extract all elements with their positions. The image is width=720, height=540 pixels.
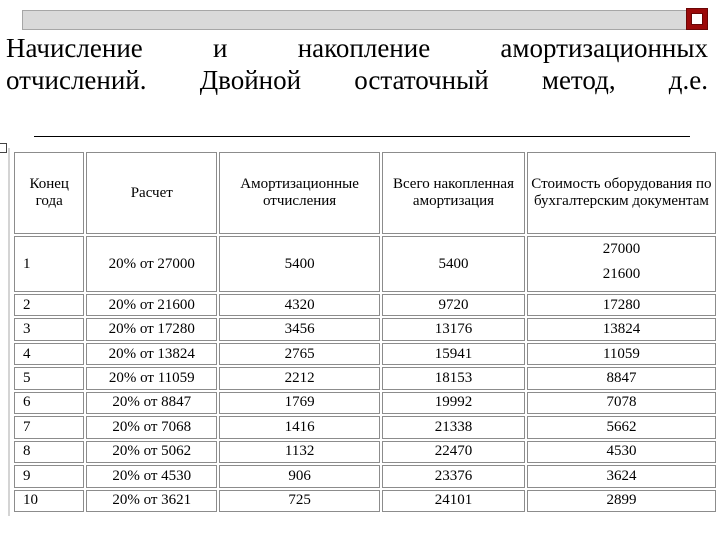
cell-book: 7078	[527, 392, 716, 414]
cell-calc: 20% от 3621	[86, 490, 217, 513]
title-line-1: Начисление и накопление амортизационных	[6, 33, 708, 63]
cell-amort: 1132	[219, 441, 380, 463]
cell-calc: 20% от 5062	[86, 441, 217, 463]
depreciation-table	[12, 150, 718, 514]
cell-book: 5662	[527, 416, 716, 438]
cell-year: 1	[14, 236, 84, 292]
cell-accum: 18153	[382, 367, 525, 389]
cell-year: 10	[14, 490, 84, 513]
cell-book: 4530	[527, 441, 716, 463]
header-amort: Амортизационные отчисления	[219, 152, 380, 234]
cell-accum: 24101	[382, 490, 525, 513]
table-row	[14, 441, 716, 463]
cell-accum: 23376	[382, 465, 525, 487]
cell-amort: 4320	[219, 294, 380, 316]
cell-book-stacked	[527, 236, 716, 292]
table-row	[14, 490, 716, 513]
cell-amort: 5400	[219, 236, 380, 292]
cell-year: 6	[14, 392, 84, 414]
table-row	[14, 236, 716, 292]
cell-book: 11059	[527, 343, 716, 365]
cell-calc: 20% от 4530	[86, 465, 217, 487]
title-divider	[34, 136, 690, 137]
cell-book-initial: 27000	[602, 241, 641, 257]
cell-accum: 9720	[382, 294, 525, 316]
cell-amort: 906	[219, 465, 380, 487]
cell-year: 5	[14, 367, 84, 389]
cell-year: 8	[14, 441, 84, 463]
cell-calc: 20% от 11059	[86, 367, 217, 389]
cell-calc: 20% от 13824	[86, 343, 217, 365]
cell-year: 3	[14, 318, 84, 340]
cell-amort: 2765	[219, 343, 380, 365]
table-header-row	[14, 152, 716, 234]
header-accum: Всего накопленная амортизация	[382, 152, 525, 234]
cell-book: 3624	[527, 465, 716, 487]
decorative-top-bar	[22, 10, 706, 30]
cell-year: 7	[14, 416, 84, 438]
cell-amort: 1416	[219, 416, 380, 438]
header-calc: Расчет	[86, 152, 217, 234]
table-row	[14, 416, 716, 438]
cell-book: 21600	[602, 266, 641, 282]
cell-accum: 21338	[382, 416, 525, 438]
table-row	[14, 392, 716, 414]
cell-calc: 20% от 17280	[86, 318, 217, 340]
cell-accum: 5400	[382, 236, 525, 292]
corner-square-icon	[686, 8, 708, 30]
cell-amort: 725	[219, 490, 380, 513]
table-row	[14, 294, 716, 316]
cell-accum: 19992	[382, 392, 525, 414]
header-book: Стоимость оборудования по бухгалтерским документам	[527, 152, 716, 234]
cell-calc: 20% от 21600	[86, 294, 217, 316]
cell-book: 2899	[527, 490, 716, 513]
cell-accum: 13176	[382, 318, 525, 340]
table-row	[14, 367, 716, 389]
cell-year: 9	[14, 465, 84, 487]
cell-book: 13824	[527, 318, 716, 340]
cell-book: 17280	[527, 294, 716, 316]
cell-calc: 20% от 27000	[86, 236, 217, 292]
cell-amort: 3456	[219, 318, 380, 340]
table-row	[14, 318, 716, 340]
slide-title	[6, 32, 708, 96]
cell-calc: 20% от 8847	[86, 392, 217, 414]
left-edge-marker	[0, 143, 7, 153]
header-year: Конец года	[14, 152, 84, 234]
cell-year: 4	[14, 343, 84, 365]
cell-calc: 20% от 7068	[86, 416, 217, 438]
left-edge-line	[8, 148, 10, 516]
depreciation-table-wrapper	[12, 150, 718, 514]
cell-amort: 2212	[219, 367, 380, 389]
title-line-2: отчислений. Двойной остаточный метод, д.е.	[6, 65, 708, 95]
table-row	[14, 343, 716, 365]
cell-accum: 15941	[382, 343, 525, 365]
table-row	[14, 465, 716, 487]
cell-accum: 22470	[382, 441, 525, 463]
cell-amort: 1769	[219, 392, 380, 414]
cell-year: 2	[14, 294, 84, 316]
cell-book: 8847	[527, 367, 716, 389]
